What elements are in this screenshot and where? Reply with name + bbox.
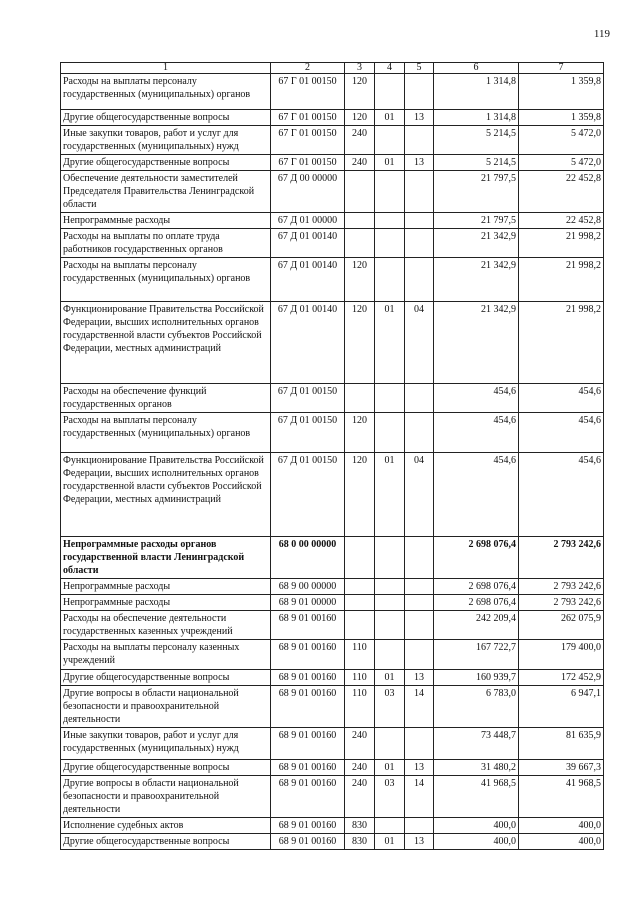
page-number: 119 — [593, 28, 610, 40]
row-year1-cell: 5 214,5 — [434, 126, 519, 155]
row-vr-cell: 240 — [345, 155, 375, 171]
row-rz-cell — [375, 258, 405, 302]
row-year1-cell: 6 783,0 — [434, 686, 519, 728]
row-name-cell: Исполнение судебных актов — [61, 818, 271, 834]
row-code-cell: 67 Д 00 00000 — [271, 171, 345, 213]
row-code-cell: 67 Д 01 00140 — [271, 258, 345, 302]
table-row — [61, 595, 604, 611]
row-code-cell: 68 9 01 00160 — [271, 728, 345, 760]
row-year1-cell: 21 797,5 — [434, 171, 519, 213]
row-pr-cell — [405, 213, 434, 229]
row-rz-cell: 01 — [375, 155, 405, 171]
row-year1-cell: 21 342,9 — [434, 258, 519, 302]
row-name-cell: Иные закупки товаров, работ и услуг для государственных (муниципальных) нужд — [61, 126, 271, 155]
row-code-cell: 67 Г 01 00150 — [271, 126, 345, 155]
row-rz-cell: 01 — [375, 453, 405, 537]
row-year2-cell: 179 400,0 — [519, 640, 604, 670]
row-rz-cell — [375, 640, 405, 670]
row-code-cell: 68 9 01 00160 — [271, 611, 345, 640]
row-year1-cell: 2 698 076,4 — [434, 579, 519, 595]
row-year1-cell: 242 209,4 — [434, 611, 519, 640]
table-row — [61, 126, 604, 155]
row-rz-cell — [375, 213, 405, 229]
table-row — [61, 670, 604, 686]
row-vr-cell: 240 — [345, 126, 375, 155]
row-rz-cell — [375, 611, 405, 640]
row-name-cell: Иные закупки товаров, работ и услуг для государственных (муниципальных) нужд — [61, 728, 271, 760]
row-pr-cell — [405, 537, 434, 579]
row-year1-cell: 400,0 — [434, 834, 519, 850]
row-year1-cell: 31 480,2 — [434, 760, 519, 776]
row-name-cell: Расходы на выплаты персоналу государственных (муниципальных) органов — [61, 74, 271, 110]
row-code-cell: 67 Д 01 00150 — [271, 413, 345, 453]
row-pr-cell: 13 — [405, 834, 434, 850]
table-row — [61, 213, 604, 229]
row-pr-cell: 13 — [405, 670, 434, 686]
row-year2-cell: 172 452,9 — [519, 670, 604, 686]
row-rz-cell: 01 — [375, 302, 405, 384]
row-year2-cell: 454,6 — [519, 384, 604, 413]
row-year2-cell: 21 998,2 — [519, 302, 604, 384]
row-code-cell: 67 Г 01 00150 — [271, 110, 345, 126]
table-row — [61, 776, 604, 818]
row-year1-cell: 400,0 — [434, 818, 519, 834]
row-year1-cell: 160 939,7 — [434, 670, 519, 686]
budget-table — [60, 62, 604, 850]
row-code-cell: 68 9 01 00160 — [271, 818, 345, 834]
row-vr-cell: 120 — [345, 453, 375, 537]
row-name-cell: Функционирование Правительства Российской Федерации, высших исполнительных органов государственной власти субъектов Российской Федерации, местных администраций — [61, 453, 271, 537]
row-year2-cell: 1 359,8 — [519, 110, 604, 126]
row-code-cell: 68 9 01 00160 — [271, 776, 345, 818]
row-name-cell: Другие общегосударственные вопросы — [61, 110, 271, 126]
row-year2-cell: 2 793 242,6 — [519, 579, 604, 595]
table-row — [61, 537, 604, 579]
row-year1-cell: 2 698 076,4 — [434, 595, 519, 611]
table-row — [61, 171, 604, 213]
row-code-cell: 68 9 01 00000 — [271, 595, 345, 611]
row-vr-cell — [345, 611, 375, 640]
row-vr-cell: 120 — [345, 258, 375, 302]
table-body — [61, 74, 604, 850]
row-pr-cell — [405, 126, 434, 155]
row-rz-cell — [375, 229, 405, 258]
row-year2-cell: 454,6 — [519, 453, 604, 537]
row-rz-cell: 01 — [375, 670, 405, 686]
header-cell: 3 — [345, 63, 375, 74]
table-row — [61, 640, 604, 670]
row-name-cell: Другие общегосударственные вопросы — [61, 760, 271, 776]
row-code-cell: 67 Г 01 00150 — [271, 155, 345, 171]
row-code-cell: 68 9 00 00000 — [271, 579, 345, 595]
row-code-cell: 68 9 01 00160 — [271, 686, 345, 728]
row-vr-cell — [345, 595, 375, 611]
table-row — [61, 728, 604, 760]
row-rz-cell — [375, 74, 405, 110]
row-pr-cell: 14 — [405, 776, 434, 818]
row-name-cell: Другие общегосударственные вопросы — [61, 155, 271, 171]
header-cell: 6 — [434, 63, 519, 74]
row-code-cell: 67 Г 01 00150 — [271, 74, 345, 110]
row-name-cell: Непрограммные расходы — [61, 595, 271, 611]
row-pr-cell — [405, 728, 434, 760]
row-code-cell: 67 Д 01 00150 — [271, 453, 345, 537]
row-code-cell: 67 Д 01 00140 — [271, 302, 345, 384]
row-name-cell: Расходы на выплаты персоналу казенных учреждений — [61, 640, 271, 670]
row-vr-cell — [345, 579, 375, 595]
row-vr-cell: 830 — [345, 818, 375, 834]
row-name-cell: Другие вопросы в области национальной безопасности и правоохранительной деятельности — [61, 776, 271, 818]
row-year2-cell: 39 667,3 — [519, 760, 604, 776]
row-year2-cell: 21 998,2 — [519, 229, 604, 258]
row-pr-cell: 13 — [405, 110, 434, 126]
row-name-cell: Другие общегосударственные вопросы — [61, 834, 271, 850]
table-row — [61, 302, 604, 384]
row-vr-cell: 240 — [345, 776, 375, 818]
table-row — [61, 611, 604, 640]
row-name-cell: Расходы на выплаты по оплате труда работников государственных органов — [61, 229, 271, 258]
row-code-cell: 68 9 01 00160 — [271, 760, 345, 776]
row-code-cell: 67 Д 01 00150 — [271, 384, 345, 413]
row-pr-cell — [405, 595, 434, 611]
row-rz-cell: 03 — [375, 686, 405, 728]
row-code-cell: 68 9 01 00160 — [271, 670, 345, 686]
row-rz-cell: 01 — [375, 760, 405, 776]
row-vr-cell — [345, 537, 375, 579]
row-year2-cell: 22 452,8 — [519, 213, 604, 229]
row-pr-cell — [405, 611, 434, 640]
table-row — [61, 453, 604, 537]
row-name-cell: Другие общегосударственные вопросы — [61, 670, 271, 686]
table-row — [61, 155, 604, 171]
row-year2-cell: 400,0 — [519, 834, 604, 850]
row-pr-cell: 14 — [405, 686, 434, 728]
table-row — [61, 686, 604, 728]
row-vr-cell: 830 — [345, 834, 375, 850]
row-vr-cell: 120 — [345, 302, 375, 384]
row-year2-cell: 400,0 — [519, 818, 604, 834]
row-code-cell: 67 Д 01 00140 — [271, 229, 345, 258]
row-code-cell: 68 0 00 00000 — [271, 537, 345, 579]
row-vr-cell: 120 — [345, 110, 375, 126]
row-name-cell: Функционирование Правительства Российской Федерации, высших исполнительных органов государственной власти субъектов Российской Федерации, местных администраций — [61, 302, 271, 384]
row-code-cell: 68 9 01 00160 — [271, 640, 345, 670]
row-vr-cell: 120 — [345, 74, 375, 110]
row-name-cell: Другие вопросы в области национальной безопасности и правоохранительной деятельности — [61, 686, 271, 728]
row-vr-cell: 110 — [345, 670, 375, 686]
header-cell: 5 — [405, 63, 434, 74]
table-row — [61, 818, 604, 834]
row-year1-cell: 21 797,5 — [434, 213, 519, 229]
row-vr-cell: 240 — [345, 760, 375, 776]
row-year2-cell: 1 359,8 — [519, 74, 604, 110]
row-year1-cell: 1 314,8 — [434, 74, 519, 110]
row-rz-cell — [375, 537, 405, 579]
table-row — [61, 110, 604, 126]
row-year2-cell: 21 998,2 — [519, 258, 604, 302]
header-cell: 7 — [519, 63, 604, 74]
row-year1-cell: 21 342,9 — [434, 229, 519, 258]
row-year2-cell: 454,6 — [519, 413, 604, 453]
header-cell: 1 — [61, 63, 271, 74]
row-vr-cell: 120 — [345, 413, 375, 453]
table-row — [61, 413, 604, 453]
row-vr-cell — [345, 384, 375, 413]
row-year1-cell: 2 698 076,4 — [434, 537, 519, 579]
row-year2-cell: 6 947,1 — [519, 686, 604, 728]
row-year1-cell: 5 214,5 — [434, 155, 519, 171]
row-name-cell: Непрограммные расходы — [61, 213, 271, 229]
table-row — [61, 760, 604, 776]
row-pr-cell: 13 — [405, 155, 434, 171]
row-year2-cell: 262 075,9 — [519, 611, 604, 640]
table-row — [61, 834, 604, 850]
row-year1-cell: 1 314,8 — [434, 110, 519, 126]
table-row — [61, 258, 604, 302]
row-name-cell: Непрограммные расходы — [61, 579, 271, 595]
row-pr-cell — [405, 258, 434, 302]
header-row — [61, 63, 604, 74]
table-row — [61, 579, 604, 595]
row-name-cell: Расходы на обеспечение функций государственных органов — [61, 384, 271, 413]
row-rz-cell: 03 — [375, 776, 405, 818]
row-rz-cell — [375, 413, 405, 453]
row-rz-cell — [375, 171, 405, 213]
row-name-cell: Расходы на обеспечение деятельности государственных казенных учреждений — [61, 611, 271, 640]
table-row — [61, 74, 604, 110]
row-vr-cell — [345, 213, 375, 229]
row-year2-cell: 2 793 242,6 — [519, 595, 604, 611]
row-vr-cell — [345, 171, 375, 213]
row-year2-cell: 81 635,9 — [519, 728, 604, 760]
row-year2-cell: 2 793 242,6 — [519, 537, 604, 579]
row-year2-cell: 22 452,8 — [519, 171, 604, 213]
row-year1-cell: 454,6 — [434, 413, 519, 453]
row-year1-cell: 21 342,9 — [434, 302, 519, 384]
row-vr-cell — [345, 229, 375, 258]
row-year1-cell: 41 968,5 — [434, 776, 519, 818]
row-vr-cell: 240 — [345, 728, 375, 760]
row-code-cell: 67 Д 01 00000 — [271, 213, 345, 229]
row-year2-cell: 5 472,0 — [519, 126, 604, 155]
row-pr-cell: 04 — [405, 302, 434, 384]
row-rz-cell — [375, 384, 405, 413]
row-rz-cell — [375, 818, 405, 834]
row-rz-cell: 01 — [375, 110, 405, 126]
row-vr-cell: 110 — [345, 686, 375, 728]
row-name-cell: Расходы на выплаты персоналу государственных (муниципальных) органов — [61, 258, 271, 302]
row-pr-cell: 04 — [405, 453, 434, 537]
row-name-cell: Расходы на выплаты персоналу государственных (муниципальных) органов — [61, 413, 271, 453]
table-row — [61, 229, 604, 258]
table-row — [61, 384, 604, 413]
row-year1-cell: 454,6 — [434, 384, 519, 413]
row-name-cell: Обеспечение деятельности заместителей Председателя Правительства Ленинградской области — [61, 171, 271, 213]
row-year1-cell: 454,6 — [434, 453, 519, 537]
row-rz-cell — [375, 595, 405, 611]
row-pr-cell — [405, 384, 434, 413]
row-pr-cell — [405, 229, 434, 258]
row-pr-cell — [405, 640, 434, 670]
row-pr-cell: 13 — [405, 760, 434, 776]
row-vr-cell: 110 — [345, 640, 375, 670]
row-pr-cell — [405, 171, 434, 213]
row-pr-cell — [405, 579, 434, 595]
row-pr-cell — [405, 818, 434, 834]
row-name-cell: Непрограммные расходы органов государственной власти Ленинградской области — [61, 537, 271, 579]
row-rz-cell — [375, 728, 405, 760]
row-rz-cell — [375, 126, 405, 155]
row-rz-cell — [375, 579, 405, 595]
row-pr-cell — [405, 413, 434, 453]
row-year1-cell: 73 448,7 — [434, 728, 519, 760]
row-rz-cell: 01 — [375, 834, 405, 850]
row-year2-cell: 5 472,0 — [519, 155, 604, 171]
row-year2-cell: 41 968,5 — [519, 776, 604, 818]
row-year1-cell: 167 722,7 — [434, 640, 519, 670]
header-cell: 4 — [375, 63, 405, 74]
row-code-cell: 68 9 01 00160 — [271, 834, 345, 850]
row-pr-cell — [405, 74, 434, 110]
header-cell: 2 — [271, 63, 345, 74]
